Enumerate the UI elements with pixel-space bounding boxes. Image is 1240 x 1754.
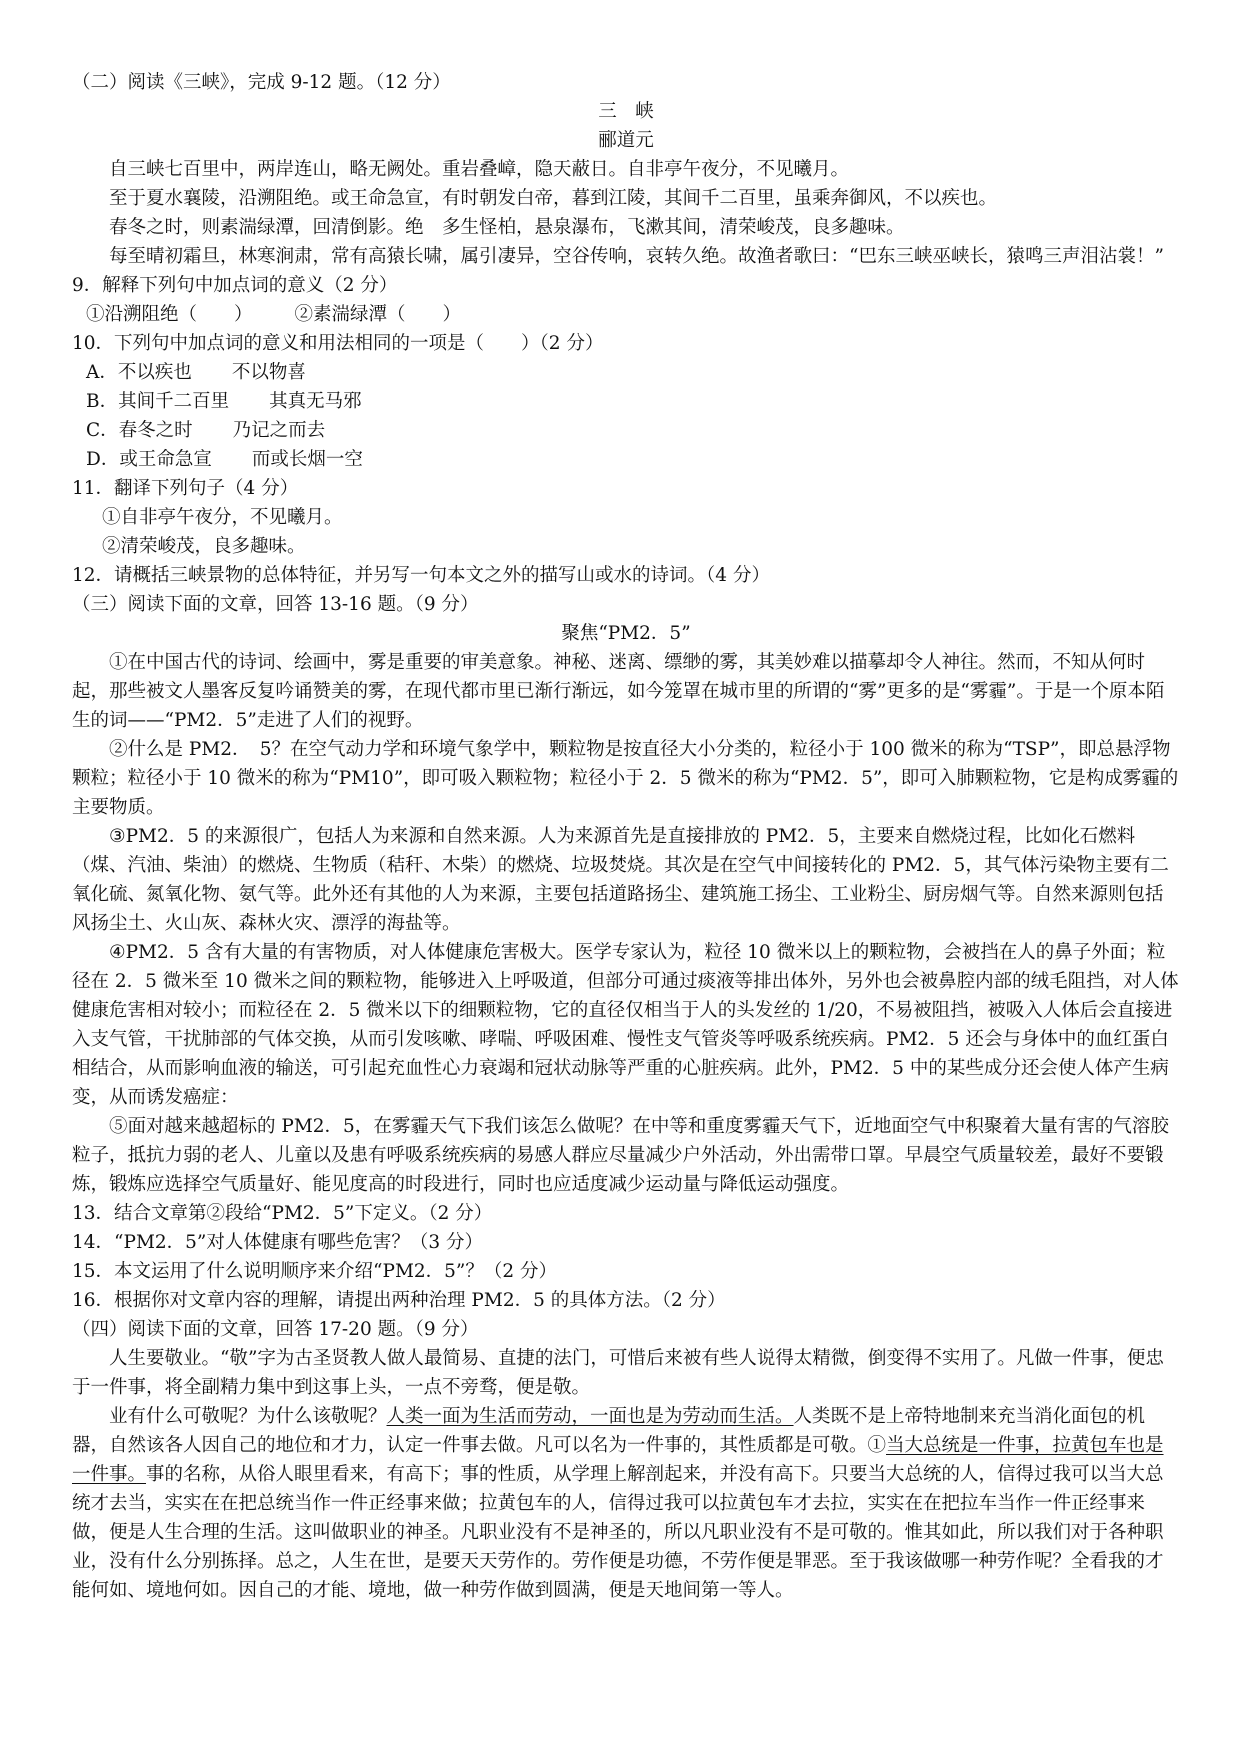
question-10-option <box>72 387 1180 416</box>
section-heading: （二）阅读《三峡》，完成 9-12 题。（12 分） <box>72 72 451 93</box>
article-paragraph: ②什么是 PM2． 5？在空气动力学和环境气象学中，颗粒物是按直径大小分类的，粒径小于 100 微米的称为“TSP”，即总悬浮物颗粒；粒径小于 10 微米的称为“PM10”，即可吸入颗粒物；粒径小于 2．5 微米的称为“PM2．5”，即可入肺颗粒物，它是构成雾霾的主要物质。 <box>72 739 1179 818</box>
section-heading: （四）阅读下面的文章，回答 17-20 题。（9 分） <box>72 1319 479 1340</box>
question-9: 9．解释下列句中加点词的意义（2 分） <box>72 275 398 296</box>
article-author: 郦道元 <box>598 130 654 151</box>
question-9-items <box>72 300 1180 329</box>
question-9-item: ②素湍绿潭（ ） <box>294 304 462 325</box>
article-paragraph: 每至晴初霜旦，林寒涧肃，常有高猿长啸，属引凄异，空谷传响，哀转久绝。故渔者歌曰：“巴东三峡巫峡长，猿鸣三声泪沾裳！” <box>109 246 1164 267</box>
question-10-option <box>72 416 1180 445</box>
option-text: D．或王命急宣 <box>86 449 212 470</box>
option-text: 不以物喜 <box>231 362 306 383</box>
option-text: C．春冬之时 <box>86 420 193 441</box>
option-text: B．其间千二百里 <box>86 391 230 412</box>
question-11: 11．翻译下列句子（4 分） <box>72 478 299 499</box>
article-paragraph: 春冬之时，则素湍绿潭，回清倒影。绝 多生怪柏，悬泉瀑布，飞漱其间，清荣峻茂，良多趣味。 <box>109 217 905 238</box>
underlined-sentence: 当大总统是一件事，拉黄包车也是一件事。 <box>72 1435 1164 1485</box>
paragraph-text: 事的名称，从俗人眼里看来，有高下；事的性质，从学理上解剖起来，并没有高下。只要当大总统的人，信得过我可以当大总统才去当，实实在在把总统当作一件正经事来做；拉黄包车的人，信得过我可以拉黄包车才去拉，实实在在把拉车当作一件正经事来做，便是人生合理的生活。这叫做职业的神圣。凡职业没有不是神圣的，所以凡职业没有不是可敬的。惟其如此，所以我们对于各种职业，没有什么分别拣择。总之，人生在世，是要天天劳作的。劳作便是功德，不劳作便是罪恶。至于我该做哪一种劳作呢？全看我的才能何如、境地何如。因自己的才能、境地，做一种劳作做到圆满，便是天地间第一等人。 <box>72 1464 1164 1601</box>
question-12: 12．请概括三峡景物的总体特征，并另写一句本文之外的描写山或水的诗词。（4 分） <box>72 565 770 586</box>
question-16: 16．根据你对文章内容的理解，请提出两种治理 PM2．5 的具体方法。（2 分） <box>72 1290 726 1311</box>
question-15: 15．本文运用了什么说明顺序来介绍“PM2．5”？（2 分） <box>72 1261 558 1282</box>
option-text: 而或长烟一空 <box>251 449 363 470</box>
article-paragraph: ⑤面对越来越超标的 PM2．5，在雾霾天气下我们该怎么做呢？在中等和重度雾霾天气下，近地面空气中积聚着大量有害的气溶胶粒子，抵抗力弱的老人、儿童以及患有呼吸系统疾病的易感人群应尽量减少户外活动，外出需带口罩。早晨空气质量较差，最好不要锻炼，锻炼应选择空气质量好、能见度高的时段进行，同时也应适度减少运动量与降低运动强度。 <box>72 1116 1169 1195</box>
question-10-option <box>72 358 1180 387</box>
article-paragraph: ③PM2．5 的来源很广，包括人为来源和自然来源。人为来源首先是直接排放的 PM2．5，主要来自燃烧过程，比如化石燃料（煤、汽油、柴油）的燃烧、生物质（秸秆、木柴）的燃烧、垃圾焚烧。其次是在空气中间接转化的 PM2．5，其气体污染物主要有二氧化硫、氮氧化物、氨气等。此外还有其他的人为来源，主要包括道路扬尘、建筑施工扬尘、工业粉尘、厨房烟气等。自然来源则包括风扬尘土、火山灰、森林火灾、漂浮的海盐等。 <box>72 826 1169 934</box>
article-title: 聚焦“PM2．5” <box>561 623 691 644</box>
section-heading: （三）阅读下面的文章，回答 13-16 题。（9 分） <box>72 594 479 615</box>
question-9-item: ①沿溯阻绝（ ） <box>86 304 253 325</box>
article-paragraph: 至于夏水襄陵，沿溯阻绝。或王命急宣，有时朝发白帝，暮到江陵，其间千二百里，虽乘奔御风，不以疾也。 <box>109 188 998 209</box>
article-title: 三 峡 <box>598 101 654 122</box>
article-paragraph: ④PM2．5 含有大量的有害物质，对人体健康危害极大。医学专家认为，粒径 10 微米以上的颗粒物，会被挡在人的鼻子外面；粒径在 2．5 微米至 10 微米之间的颗粒物，能够进入上呼吸道，但部分可通过痰液等排出体外，另外也会被鼻腔内部的绒毛阻挡，对人体健康危害相对较小；而粒径在 2．5 微米以下的细颗粒物，它的直径仅相当于人的头发丝的 1/20，不易被阻挡，被吸入人体后会直接进入支气管，干扰肺部的气体交换，从而引发咳嗽、哮喘、呼吸困难、慢性支气管炎等呼吸系统疾病。PM2．5 还会与身体中的血红蛋白相结合，从而影响血液的输送，可引起充血性心力衰竭和冠状动脉等严重的心脏疾病。此外，PM2．5 中的某些成分还会使人体产生病变，从而诱发癌症： <box>72 942 1179 1108</box>
paragraph-text: 业有什么可敬呢？为什么该敬呢？ <box>109 1406 387 1427</box>
article-paragraph: 人生要敬业。“敬”字为古圣贤教人做人最简易、直捷的法门，可惜后来被有些人说得太精微，倒变得不实用了。凡做一件事，便忠于一件事，将全副精力集中到这事上头，一点不旁骛，便是敬。 <box>72 1348 1164 1398</box>
article-paragraph <box>72 1402 1180 1605</box>
article-paragraph: ①在中国古代的诗词、绘画中，雾是重要的审美意象。神秘、迷离、缥缈的雾，其美妙难以描摹却令人神往。然而，不知从何时起，那些被文人墨客反复吟诵赞美的雾，在现代都市里已渐行渐远，如今笼罩在城市里的所谓的“雾”更多的是“雾霾”。于是一个原本陌生的词——“PM2．5”走进了人们的视野。 <box>72 652 1165 731</box>
option-text: A．不以疾也 <box>86 362 192 383</box>
option-text: 其真无马邪 <box>269 391 362 412</box>
article-paragraph: 自三峡七百里中，两岸连山，略无阙处。重岩叠嶂，隐天蔽日。自非亭午夜分，不见曦月。 <box>109 159 850 180</box>
question-10-option <box>72 445 1180 474</box>
paragraph-text: 人类既不是上帝特地制来充当消化面包的机器，自然该各人因自己的地位和才力，认定一件事去做。凡可以名为一件事的，其性质都是可敬。① <box>72 1406 1146 1456</box>
question-11-item: ①自非亭午夜分，不见曦月。 <box>102 507 343 528</box>
option-text: 乃记之而去 <box>232 420 326 441</box>
question-13: 13．结合文章第②段给“PM2．5”下定义。（2 分） <box>72 1203 493 1224</box>
question-14: 14．“PM2．5”对人体健康有哪些危害？（3 分） <box>72 1232 484 1253</box>
question-10: 10．下列句中加点词的意义和用法相同的一项是（ ）（2 分） <box>72 333 604 354</box>
question-11-item: ②清荣峻茂，良多趣味。 <box>102 536 306 557</box>
underlined-sentence: 人类一面为生活而劳动，一面也是为劳动而生活。 <box>386 1406 794 1427</box>
